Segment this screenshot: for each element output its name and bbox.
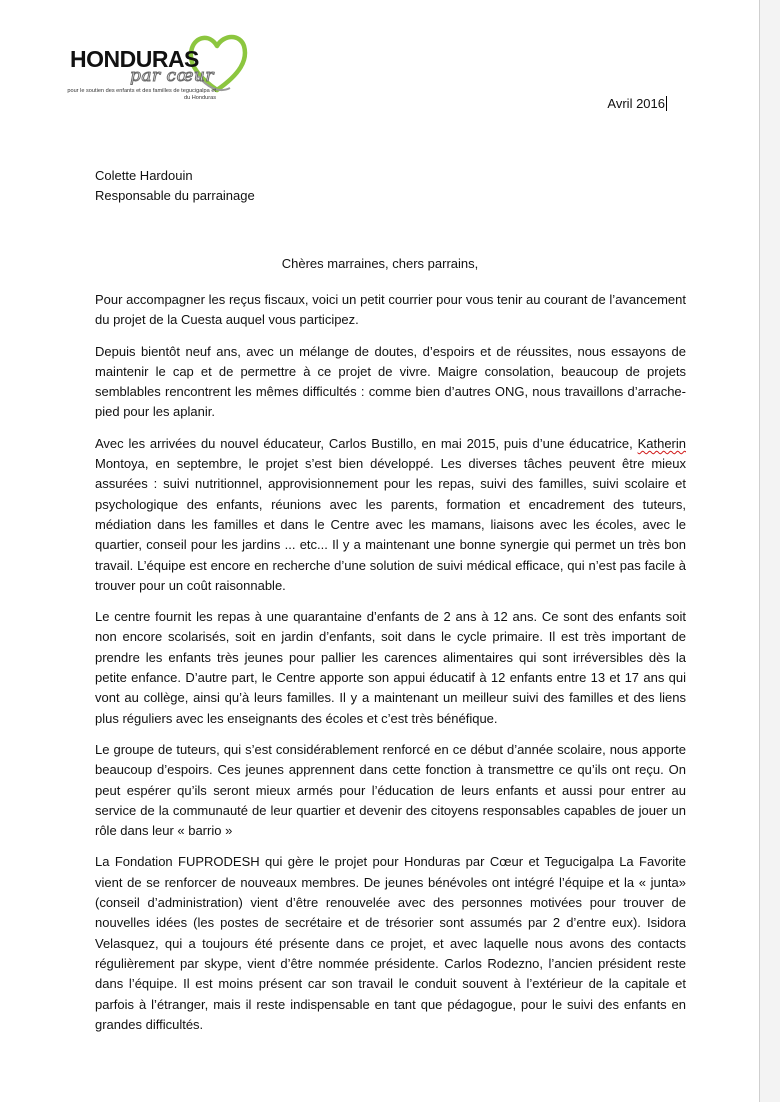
logo-wordmark: HONDURAS [70,46,199,72]
paragraph: Pour accompagner les reçus fiscaux, voici un petit courrier pour vous tenir au courant de l’avancement du projet de la Cuesta auquel vous participez. [95,292,686,328]
paragraph [95,434,686,596]
logo-tagline: pour le soutien des enfants et des familles de tegucigalpa et du Honduras [67,88,216,101]
sender-block [95,166,255,206]
date-text: Avril 2016 [607,96,665,111]
paragraph-text: Avec les arrivées du nouvel éducateur, Carlos Bustillo, en mai 2015, puis d’une éducatrice, [95,435,638,451]
paragraph: Depuis bientôt neuf ans, avec un mélange de doutes, d’espoirs et de réussites, nous essayons de maintenir le cap et de permettre à ce projet de vivre. Maigre consolation, beaucoup de projets semblables rencontrent les mêmes difficultés : comme bien d’autres ONG, nous travaillons d’arrache-pied pour les aplanir. [95,343,686,420]
sender-name: Colette Hardouin [95,168,193,183]
honduras-par-coeur-logo [66,28,256,110]
paragraph: Le groupe de tuteurs, qui s’est considérablement renforcé en ce début d’année scolaire, nous apporte beaucoup d’espoirs. Ces jeunes apprennent dans cette fonction à transmettre ce qu’ils ont reçu. On peut espérer qu’ils seront mieux armés pour l’éducation de leurs enfants et aussi pour entrer au service de la communauté de leur quartier et devenir des citoyens responsables capables de jouer un rôle dans leur « barrio » [95,741,686,839]
paragraph: Le centre fournit les repas à une quarantaine d’enfants de 2 ans à 12 ans. Ce sont des enfants soit non encore scolarisés, soit en jardin d’enfants, soit dans le cycle primaire. Il est très important de prendre les enfants très jeunes pour pallier les carences alimentaires qui sont irréversibles dès la petite enfance. D’autre part, le Centre apporte son appui éducatif à 12 enfants entre 13 et 17 ans qui vont au collège, ainsi qu’à leurs familles. Il y a maintenant un meilleur suivi des familles et des liens plus réguliers avec les enseignants des écoles et c’est très bénéfique. [95,609,686,726]
letter-date [607,96,667,111]
paragraph: La Fondation FUPRODESH qui gère le projet pour Honduras par Cœur et Tegucigalpa La Favorite vient de se renforcer de nouveaux membres. De jeunes bénévoles ont intégré l’équipe et la « junta» (conseil d’administration) vient d’être renouvelée avec des personnes motivées pour trouver de nouvelles idées (les postes de secrétaire et de trésorier sont assumés par 2 d’entre eux). Isidora Velasquez, qui a toujours été présente dans ce projet, et avec laquelle nous avons des contacts régulièrement par skype, vient d’être nommée présidente. Carlos Rodezno, l’ancien président reste dans l’équipe. Il est moins présent car son travail le conduit souvent à l’extérieur de la capitale et parfois à l’étranger, mais il reste indispensable en tant que pédagogue, pour le suivi des enfants en grandes difficultés. [95,854,686,1032]
letter-body [95,290,686,1046]
greeting: Chères marraines, chers parrains, [281,256,479,271]
text-cursor [666,96,667,111]
spellcheck-flagged-word: Katherin [637,435,686,451]
paragraph-text: Montoya, en septembre, le projet s’est bien développé. Les diverses tâches peuvent être mieux assurées : suivi nutritionnel, approvisionnement pour les repas, suivi des familles, suivi scolaire et psychologique des enfants, réunions avec les parents, formation et encadrement des tuteurs, médiation dans les familles et dans le Centre avec les mamans, liaisons avec les écoles, avec le quartier, conseil pour les jardins ... etc... Il y a maintenant une bonne synergie qui permet un très bon travail. L’équipe est encore en recherche d’une solution de suivi médical efficace, qui n’est pas facile à trouver pour un coût raisonnable. [95,456,686,593]
sender-role: Responsable du parrainage [95,188,255,203]
page-gutter [760,0,780,1102]
logo-subtitle: par cœur [130,66,214,86]
